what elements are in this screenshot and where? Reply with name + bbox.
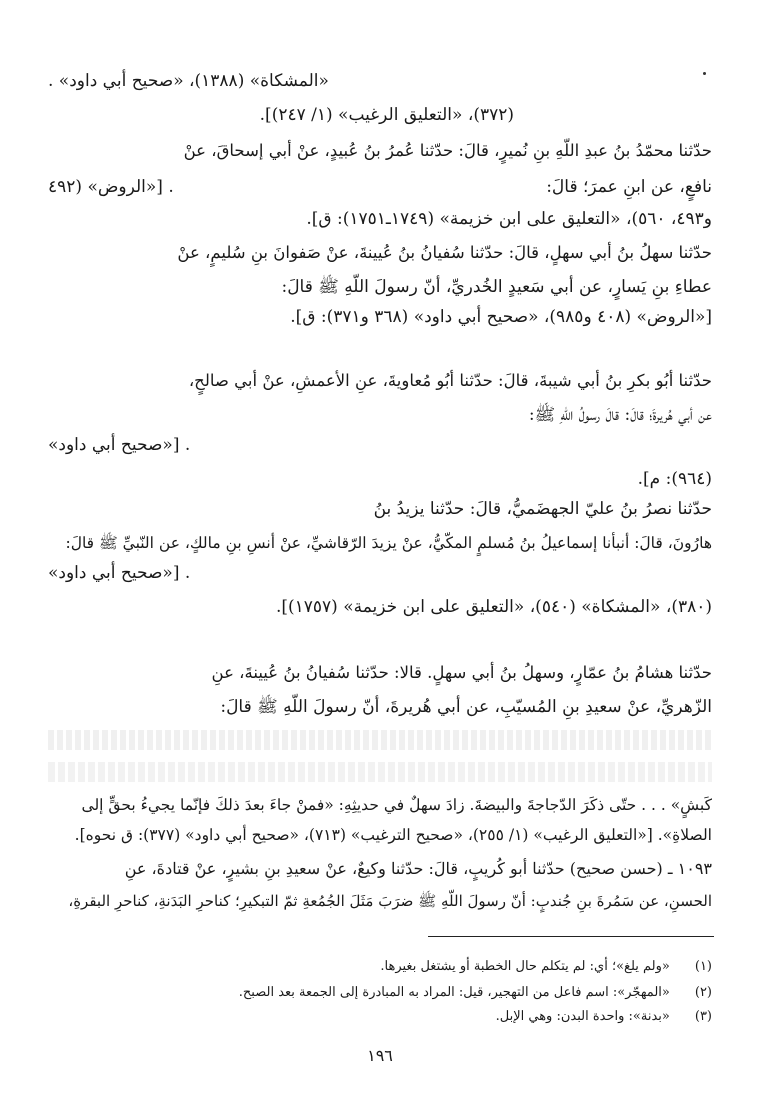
text-line: . [«الروض» (٤٩٢	[48, 177, 174, 197]
footnote	[380, 958, 712, 976]
footnote-number: (٢)	[694, 985, 712, 1000]
faded-text-line	[48, 762, 712, 782]
text-line: حدّثنا هشامُ بنُ عمّارٍ، وسهلُ بنُ أبي سهلٍ. قالا: حدّثنا سُفيانُ بنُ عُيينةَ، عنِ	[211, 663, 712, 682]
text-line: و٤٩٣، ٥٦٠)، «التعليق على ابن خزيمة» (١٧٤٩ـ١٧٥١): ق].	[306, 209, 712, 229]
text-line: (٩٦٤): م].	[637, 469, 712, 489]
text-line: هارُونَ، قالَ: أنبأنا إسماعيلُ بنُ مُسلمٍ المكّيُّ، عنْ يزيدَ الرّقاشيِّ، عنْ أنسِ بنِ مالكٍ، عن النّبيِّ ﷺ قالَ:	[65, 534, 712, 552]
text-line: عطاءِ بنِ يَسارٍ، عن أبي سَعيدٍ الخُدريِّ، أنّ رسولَ اللّهِ ﷺ قالَ:	[281, 277, 712, 297]
text-line: «المشكاة» (١٣٨٨)، «صحيح أبي داود» .	[48, 71, 329, 91]
stray-mark	[703, 72, 706, 75]
footnote-text: «ولم يلغ»؛ أي: لم يتكلم حال الخطبة أو يشتغل بغيرها.	[380, 959, 670, 974]
page-number: ١٩٦	[367, 1046, 393, 1065]
footnote	[496, 1008, 712, 1026]
text-line: الحسنِ، عن سَمُرةَ بنِ جُندبٍ: أنّ رسولَ اللّهِ ﷺ ضرَبَ مَثَلَ الجُمُعةِ ثمّ التبكيرِ؛ كناحرِ البَدَنةِ، كناحرِ البقرةِ،	[68, 892, 712, 910]
text-line: . [«صحيح أبي داود»	[48, 563, 191, 583]
text-line: الصلاةِ». [«التعليق الرغيب» (١/ ٢٥٥)، «صحيح الترغيب» (٧١٣)، «صحيح أبي داود» (٣٧٧): ق نحوه].	[74, 826, 712, 844]
text-line: ١٠٩٣ ـ (حسن صحيح) حدّثنا أبو كُريبٍ، قالَ: حدّثنا وكيعٌ، عنْ سعيدِ بنِ بشيرٍ، عنْ قتادةَ، عنِ	[124, 859, 712, 878]
text-line: . [«صحيح أبي داود»	[48, 435, 191, 455]
text-line: (٣٨٠)، «المشكاة» (٥٤٠)، «التعليق على ابن خزيمة» (١٧٥٧)].	[275, 597, 712, 617]
text-line: [«الروض» (٤٠٨ و٩٨٥)، «صحيح أبي داود» (٣٦٨ و٣٧١): ق].	[290, 307, 712, 327]
footnote-text: «بدنة»: واحدة البدن: وهي الإبل.	[495, 1009, 670, 1024]
text-line: كَبشٍ» . . . حتّى ذكَرَ الدّجاجةَ والبيضةَ. زادَ سهلٌ في حديثِهِ: «فمنْ جاءَ بعدَ ذلكَ فإنّما يجيءُ بحقٍّ إلى	[81, 796, 712, 814]
faded-text-line	[48, 730, 712, 750]
text-line: الزّهريِّ، عنْ سعيدِ بنِ المُسيّبِ، عن أبي هُريرةَ، أنّ رسولَ اللّهِ ﷺ قالَ:	[220, 697, 712, 717]
text-line: حدّثنا نصرُ بنُ عليّ الجهضَميُّ، قالَ: حدّثنا يزيدُ بنُ	[373, 499, 712, 519]
footnote-separator	[428, 936, 714, 937]
text-line: نافعٍ، عن ابنِ عمرَ؛ قالَ:	[546, 177, 712, 197]
footnote-text: «المهجّر»: اسم فاعل من التهجير، قيل: المراد به المبادرة إلى الجمعة بعد الصبح.	[238, 985, 670, 1000]
text-line: (٣٧٢)، «التعليق الرغيب» (١/ ٢٤٧)].	[259, 105, 514, 125]
text-line: حدّثنا سهلُ بنُ أبي سهلٍ، قالَ: حدّثنا سُفيانُ بنُ عُيينةَ، عنْ صَفوانَ بنِ سُليمٍ، عنْ	[177, 243, 712, 262]
text-line: عن أبي هُريرةَ؛ قالَ: قالَ رسولُ اللّهِ ﷺ:	[528, 405, 712, 425]
footnote-number: (٣)	[694, 1009, 712, 1024]
footnote-number: (١)	[694, 959, 712, 974]
text-line: حدّثنا محمّدُ بنُ عبدِ اللّهِ بنِ نُميرٍ، قالَ: حدّثنا عُمرُ بنُ عُبيدٍ، عنْ أبي إسحاقَ، عنْ	[183, 141, 712, 160]
text-line: حدّثنا أبُو بكرِ بنُ أبي شيبةَ، قالَ: حدّثنا أبُو مُعاويةَ، عنِ الأعمشِ، عنْ أبي صالحٍ،	[188, 371, 712, 390]
footnote	[239, 984, 712, 1002]
